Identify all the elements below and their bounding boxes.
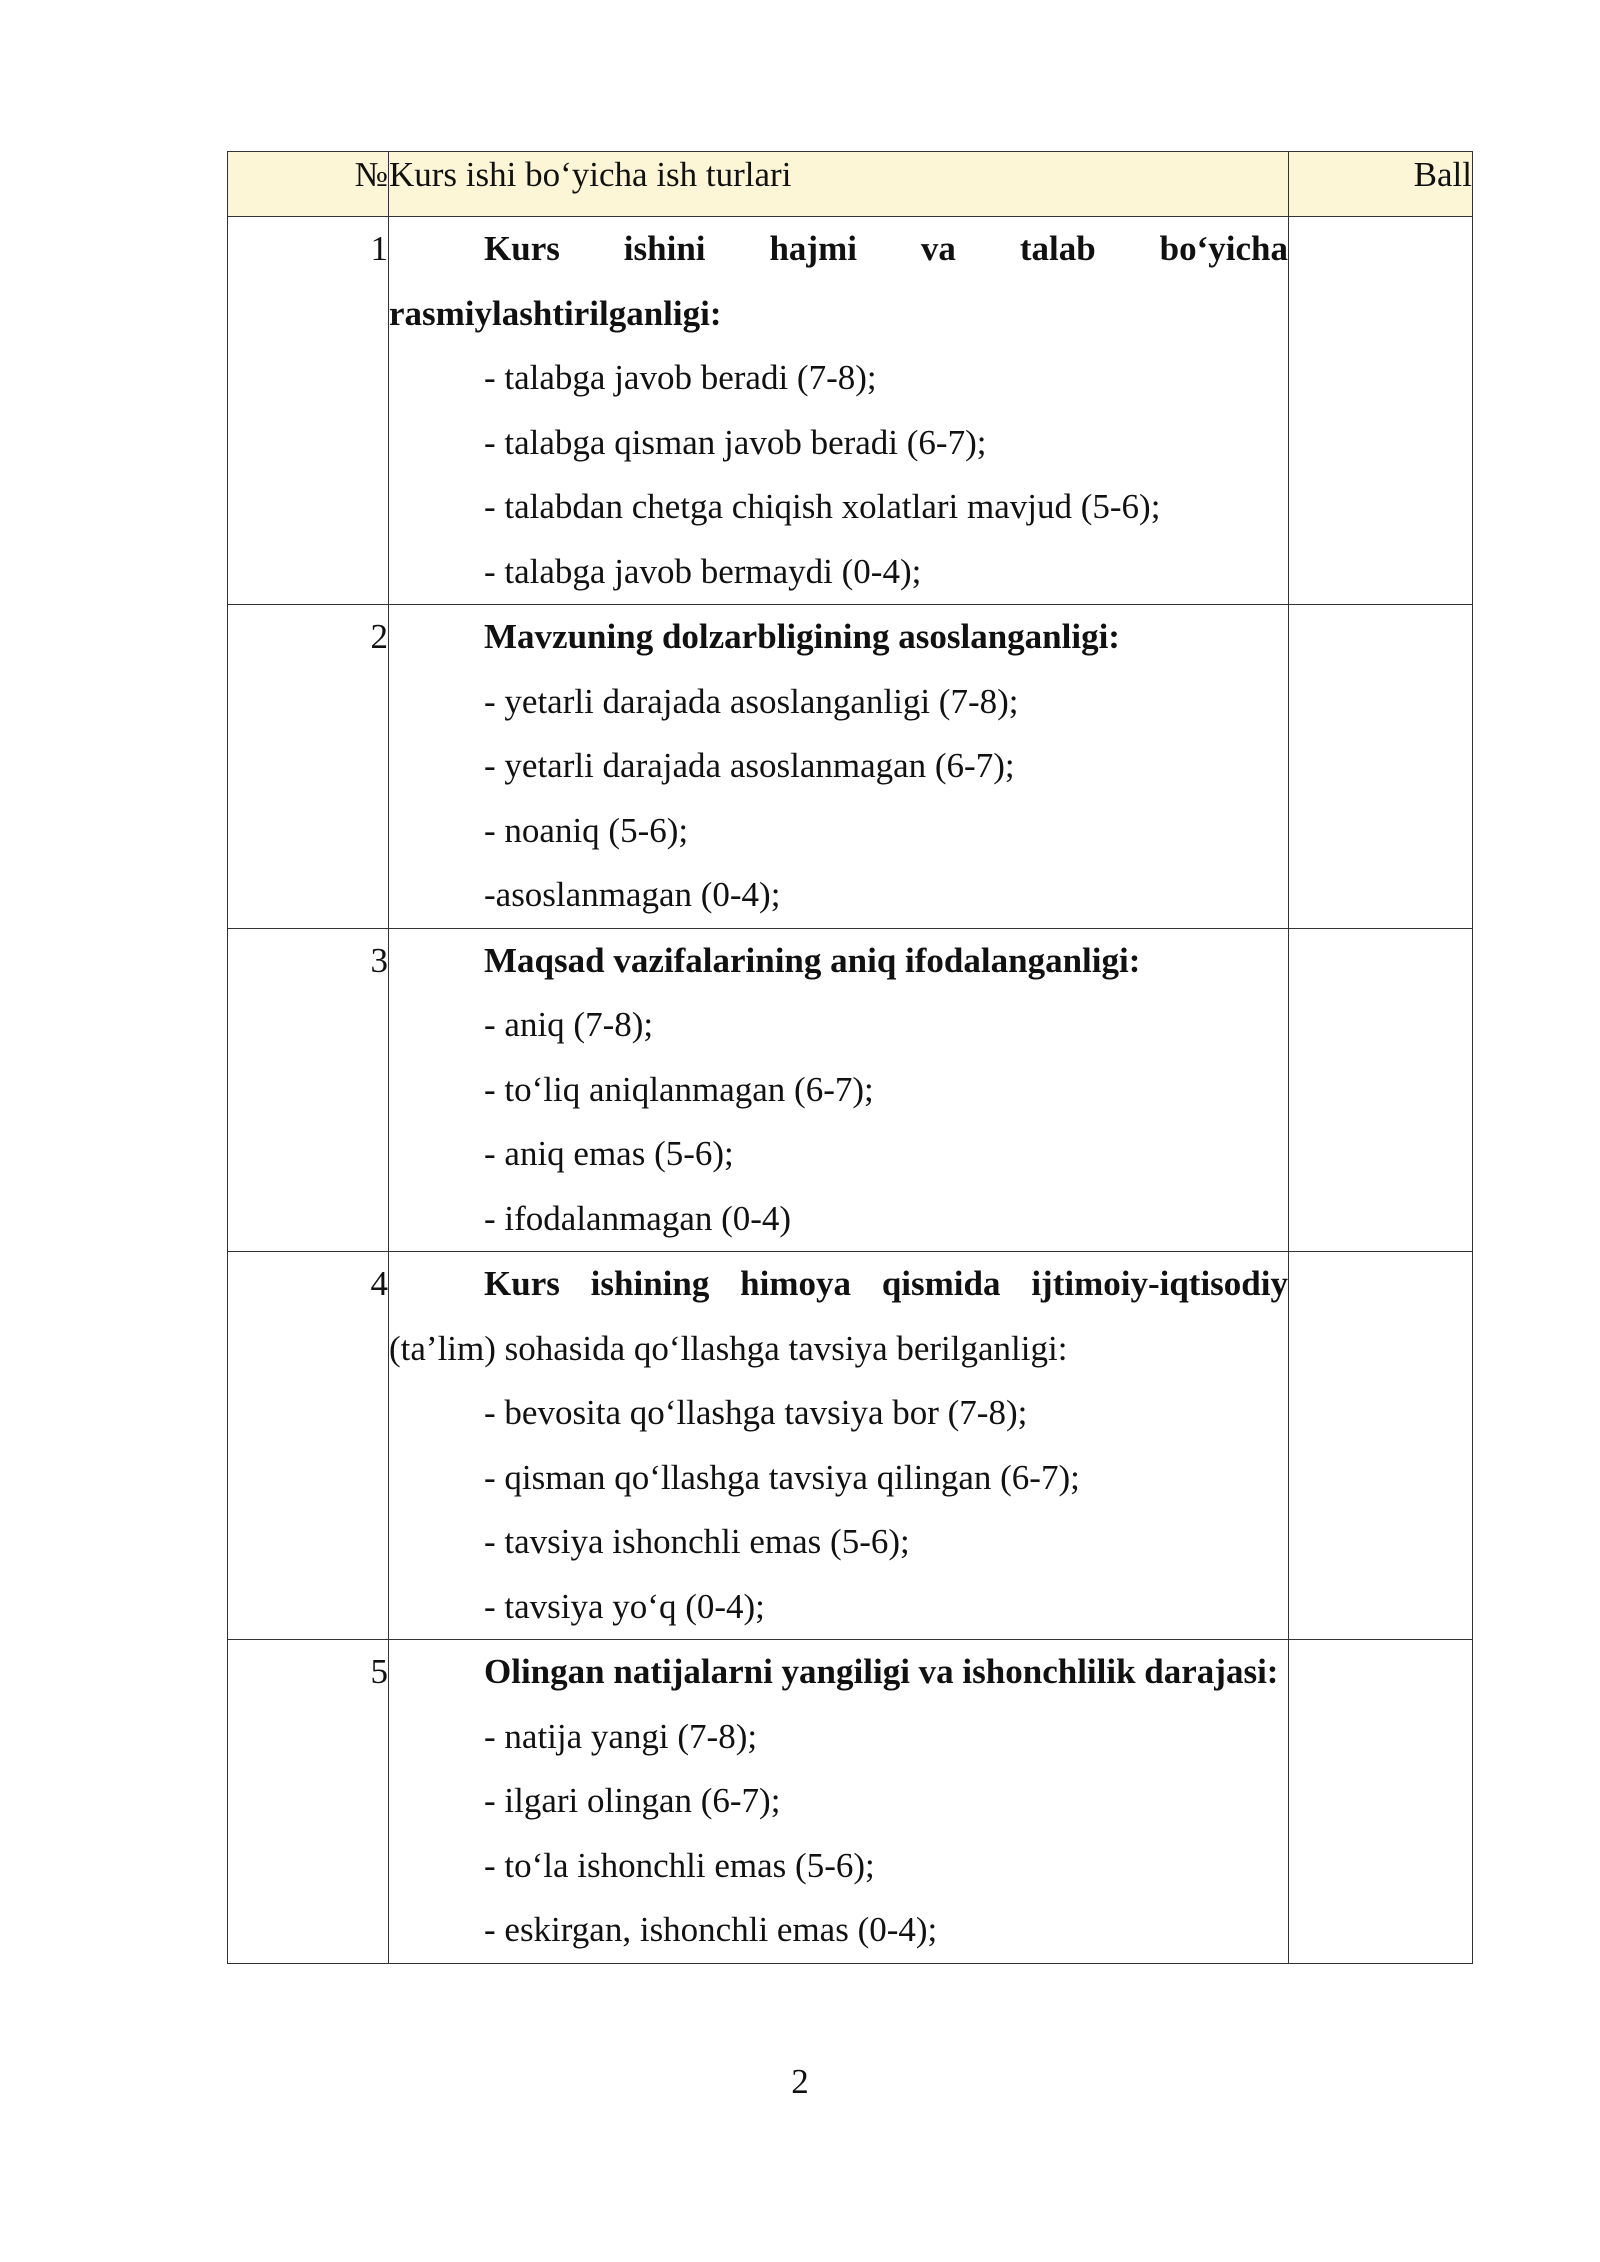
criteria-option: - tavsiya ishonchli emas (5-6); <box>484 1522 910 1561</box>
criteria-option: - tavsiya yo‘q (0-4); <box>484 1586 765 1626</box>
criteria-title-bold: Olingan natijalarni yangiligi va ishonchlilik darajasi: <box>484 1652 1279 1691</box>
row-criteria <box>389 928 1289 1252</box>
criteria-option: - natija yangi (7-8); <box>484 1716 758 1756</box>
criteria-option: - talabdan chetga chiqish xolatlari mavjud (5-6); <box>484 487 1161 526</box>
header-ball: Ball <box>1289 152 1473 217</box>
grading-criteria-table <box>227 151 1473 1964</box>
criteria-title <box>389 1640 1288 1705</box>
row-ball-cell[interactable] <box>1289 1252 1473 1640</box>
criteria-title <box>389 929 1288 994</box>
criteria-option: - ifodalanmagan (0-4) <box>484 1198 792 1238</box>
criteria-option: - to‘la ishonchli emas (5-6); <box>484 1845 875 1885</box>
table-header-row <box>228 152 1473 217</box>
criteria-option: - talabga javob bermaydi (0-4); <box>484 551 922 591</box>
criteria-title <box>389 217 1288 346</box>
row-number: 5 <box>228 1640 389 1964</box>
table-row <box>228 217 1473 605</box>
criteria-option: - to‘liq aniqlanmagan (6-7); <box>484 1069 874 1109</box>
criteria-title <box>389 605 1288 670</box>
row-number: 4 <box>228 1252 389 1640</box>
criteria-title-bold: Kurs ishini hajmi va talab bo‘yicha rasmiylashtirilganligi: <box>389 229 1288 333</box>
row-criteria <box>389 1640 1289 1964</box>
table-row <box>228 1252 1473 1640</box>
criteria-title-bold: Kurs ishining himoya qismida ijtimoiy-iqtisodiy <box>484 1264 1288 1303</box>
criteria-title-bold: Mavzuning dolzarbligining asoslanganligi: <box>484 617 1120 656</box>
criteria-title-rest: (ta’lim) sohasida qo‘llashga tavsiya berilganligi: <box>389 1328 1068 1368</box>
row-ball-cell[interactable] <box>1289 605 1473 929</box>
row-number: 2 <box>228 605 389 929</box>
table-row <box>228 605 1473 929</box>
header-number: № <box>228 152 389 217</box>
row-criteria <box>389 217 1289 605</box>
header-work-types: Kurs ishi bo‘yicha ish turlari <box>389 152 1289 217</box>
criteria-title-bold: Maqsad vazifalarining aniq ifodalanganligi: <box>484 940 1141 980</box>
row-criteria <box>389 1252 1289 1640</box>
row-ball-cell[interactable] <box>1289 217 1473 605</box>
row-number: 1 <box>228 217 389 605</box>
criteria-option: - noaniq (5-6); <box>484 810 689 850</box>
criteria-option: - yetarli darajada asoslanmagan (6-7); <box>484 746 1015 785</box>
criteria-option: - talabga qisman javob beradi (6-7); <box>484 422 987 462</box>
row-ball-cell[interactable] <box>1289 928 1473 1252</box>
criteria-option: - aniq (7-8); <box>484 1005 654 1044</box>
criteria-option: -asoslanmagan (0-4); <box>484 875 781 914</box>
table-row <box>228 1640 1473 1964</box>
criteria-option: - eskirgan, ishonchli emas (0-4); <box>484 1910 938 1949</box>
row-ball-cell[interactable] <box>1289 1640 1473 1964</box>
criteria-option: - bevosita qo‘llashga tavsiya bor (7-8); <box>484 1393 1028 1432</box>
criteria-title <box>389 1252 1288 1381</box>
criteria-option: - talabga javob beradi (7-8); <box>484 358 877 397</box>
criteria-option: - yetarli darajada asoslanganligi (7-8); <box>484 681 1019 721</box>
page-number: 2 <box>791 2062 809 2101</box>
criteria-option: - aniq emas (5-6); <box>484 1134 734 1173</box>
criteria-option: - qisman qo‘llashga tavsiya qilingan (6-7); <box>484 1457 1080 1497</box>
table-row <box>228 928 1473 1252</box>
criteria-option: - ilgari olingan (6-7); <box>484 1781 781 1820</box>
row-criteria <box>389 605 1289 929</box>
row-number: 3 <box>228 928 389 1252</box>
